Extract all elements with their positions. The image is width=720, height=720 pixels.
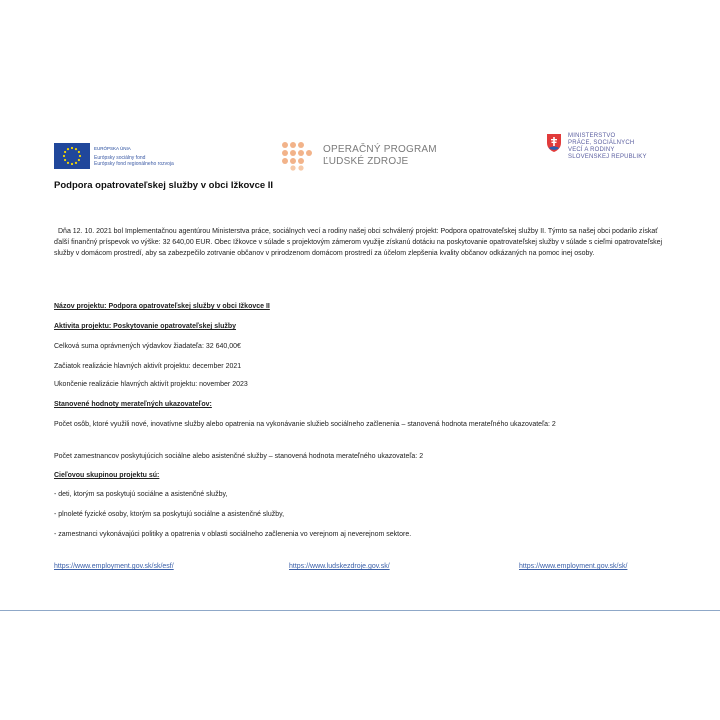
eu-logo <box>54 143 174 169</box>
link-ludske-zdroje[interactable]: https://www.ludskezdroje.gov.sk/ <box>289 563 390 570</box>
eu-logo-title: EURÓPSKA ÚNIA <box>94 145 131 151</box>
end-date-text: Ukončenie realizácie hlavných aktivít projektu: november 2023 <box>54 381 248 388</box>
indicators-heading: Stanovené hodnoty merateľných ukazovateľov: <box>54 401 212 408</box>
target-group-item-1: - deti, ktorým sa poskytujú sociálne a asistenčné služby, <box>54 491 228 498</box>
intro-paragraph: Dňa 12. 10. 2021 bol Implementačnou agentúrou Ministerstva práce, sociálnych vecí a rodiny našej obci schválený projekt: Podpora opatrovateľskej služby II. Týmto sa našej obci podarilo získať ďalší finančný príspevok vo výške: 32 640,00 EUR. Obec Ižkovce v súlade s projektovým zámerom využije získanú dotáciu na poskytovanie opatrovateľskej služby v súlade s cieľmi opatrovateľskej služby v domácom prostredí, aby sa zabezpečilo zotrvanie občanov v prirodzenom domácom prostredí za účelom zlepšenia kvality občanov odkázaných na pomoc inej osoby. <box>54 228 663 257</box>
indicator-2-text: Počet zamestnancov poskytujúcich sociálne alebo asistenčné služby – stanovená hodnota merateľného ukazovateľa: 2 <box>54 453 424 460</box>
document-title: Podpora opatrovateľskej služby v obci Ižkovce II <box>54 180 274 191</box>
indicator-1-text: Počet osôb, ktoré využili nové, inovatívne služby alebo opatrenia na vykonávanie služieb sociálneho začlenenia – stanovená hodnota merateľného ukazovateľa: 2 <box>54 421 556 428</box>
slovak-coat-of-arms-icon <box>546 133 562 153</box>
blank-area <box>0 611 720 720</box>
link-employment-esf[interactable]: https://www.employment.gov.sk/sk/esf/ <box>54 563 174 570</box>
ministry-line1: MINISTERSTVO <box>568 133 616 139</box>
ministry-line3: VECÍ A RODINY <box>568 147 615 153</box>
target-group-heading: Cieľovou skupinou projektu sú: <box>54 472 160 479</box>
target-group-item-3: - zamestnanci vykonávajúci politiky a opatrenia v oblasti sociálneho začlenenia vo verejnom aj neverejnom sektore. <box>54 531 412 538</box>
ministry-logo <box>546 133 647 161</box>
op-ludske-zdroje-logo <box>281 141 437 171</box>
op-logo-line1: OPERAČNÝ PROGRAM <box>323 144 437 155</box>
start-date-text: Začiatok realizácie hlavných aktivít projektu: december 2021 <box>54 363 242 370</box>
op-logo-line2: ĽUDSKÉ ZDROJE <box>323 156 409 167</box>
ministry-line2: PRÁCE, SOCIÁLNYCH <box>568 140 635 146</box>
total-amount-text: Celková suma oprávnených výdavkov žiadateľa: 32 640,00€ <box>54 343 241 350</box>
link-employment[interactable]: https://www.employment.gov.sk/sk/ <box>519 563 628 570</box>
eu-logo-line2: Európsky fond regionálneho rozvoja <box>94 160 174 167</box>
op-dots-icon <box>281 141 315 171</box>
project-name-heading: Názov projektu: Podpora opatrovateľskej služby v obci Ižkovce II <box>54 303 270 310</box>
eu-logo-line1: Európsky sociálny fond <box>94 154 146 161</box>
eu-flag-icon <box>54 143 90 169</box>
project-activity-heading: Aktivita projektu: Poskytovanie opatrovateľskej služby <box>54 323 237 330</box>
target-group-item-2: - plnoleté fyzické osoby, ktorým sa poskytujú sociálne a asistenčné služby, <box>54 511 285 518</box>
ministry-line4: SLOVENSKEJ REPUBLIKY <box>568 154 647 160</box>
